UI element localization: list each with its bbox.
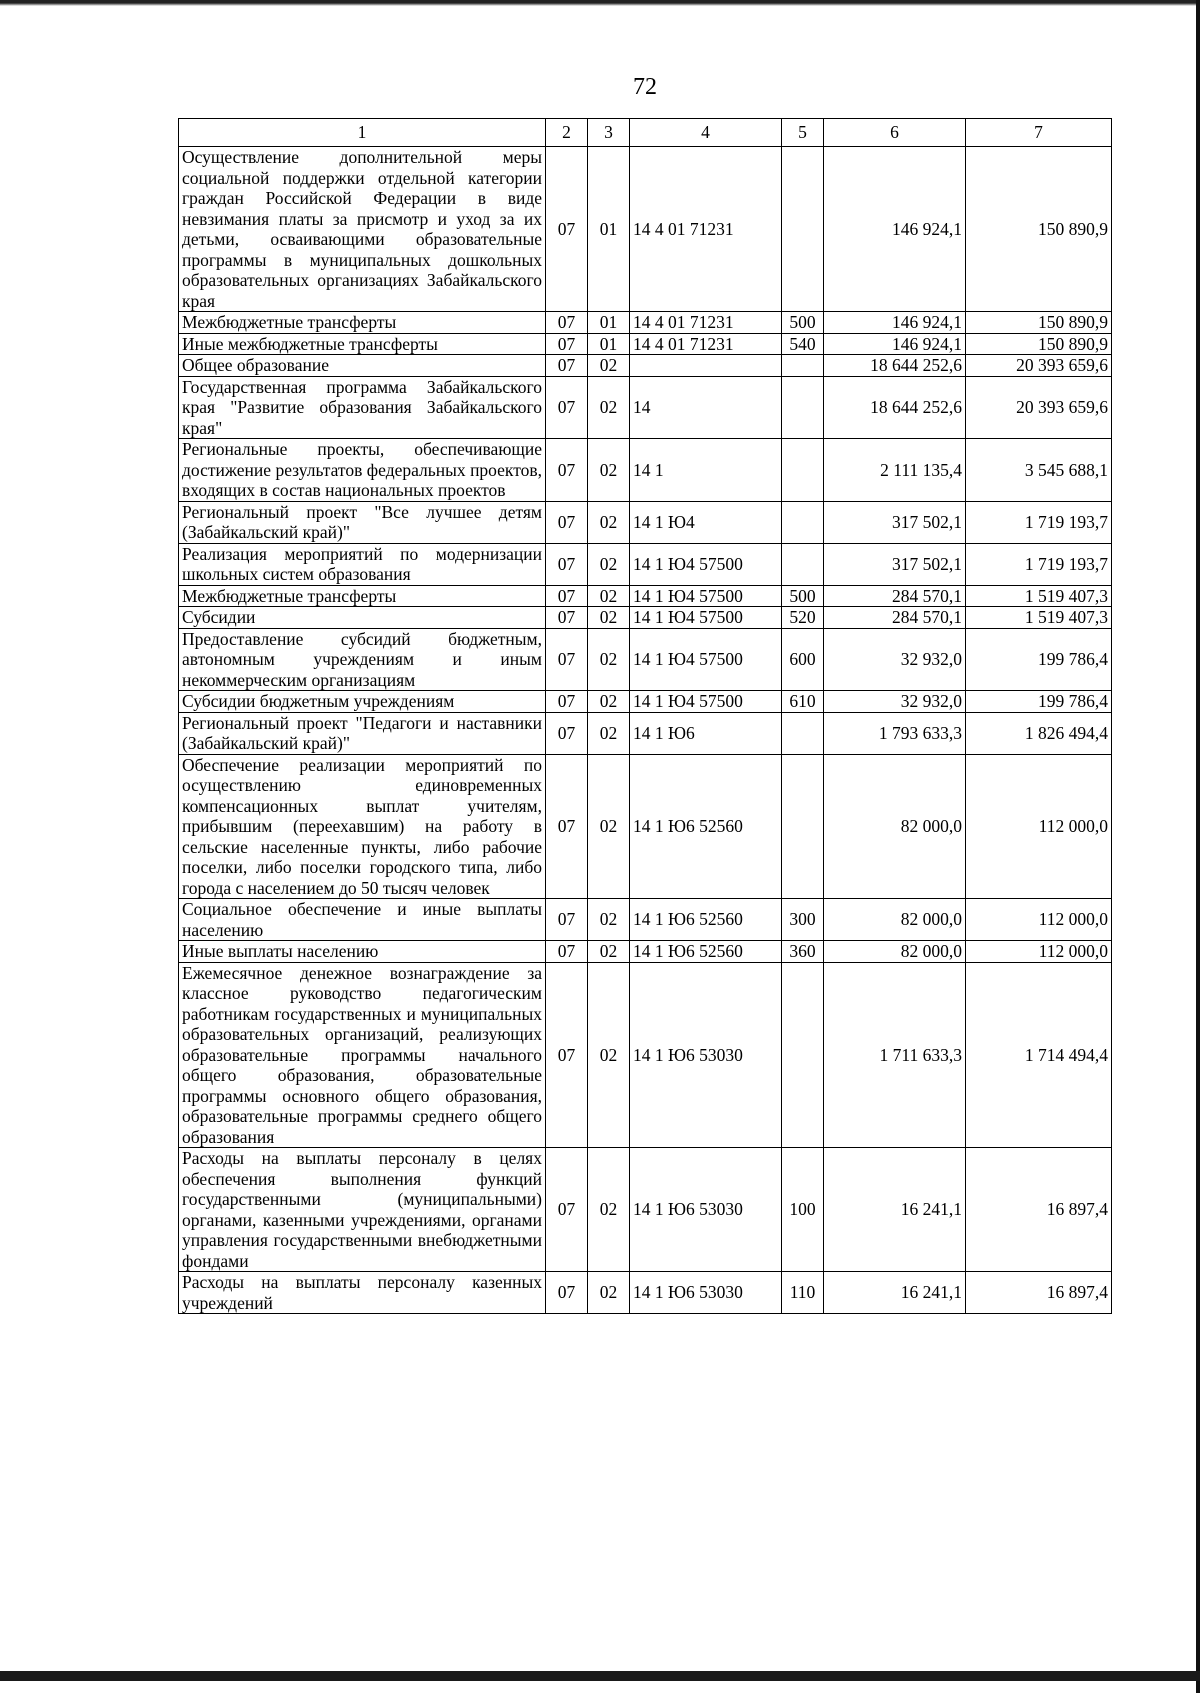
row-target-code: 14 1 Ю4 57500 [630,691,782,713]
row-sum-col7: 1 719 193,7 [966,501,1112,543]
table-row [179,941,1112,963]
row-subsection: 02 [588,1148,630,1272]
row-sum-col6: 32 932,0 [824,628,966,691]
row-sum-col7: 150 890,9 [966,147,1112,312]
row-target-code: 14 4 01 71231 [630,333,782,355]
row-section: 07 [546,941,588,963]
row-sum-col7: 199 786,4 [966,691,1112,713]
row-subsection: 02 [588,376,630,439]
row-expense-type: 110 [782,1272,824,1314]
row-expense-type: 100 [782,1148,824,1272]
table-row [179,628,1112,691]
row-section: 07 [546,333,588,355]
table-row [179,607,1112,629]
row-name: Предоставление субсидий бюджетным, автономным учреждениям и иным некоммерческим организациям [179,628,546,691]
row-target-code: 14 1 Ю4 57500 [630,607,782,629]
header-cell: 1 [179,119,546,147]
row-subsection: 02 [588,691,630,713]
table-row [179,147,1112,312]
scan-edge-right [1196,0,1200,1693]
row-expense-type [782,501,824,543]
row-subsection: 01 [588,147,630,312]
row-sum-col6: 82 000,0 [824,754,966,899]
header-cell: 3 [588,119,630,147]
row-sum-col6: 32 932,0 [824,691,966,713]
row-sum-col7: 1 519 407,3 [966,607,1112,629]
header-row [179,119,1112,147]
row-target-code [630,355,782,377]
row-section: 07 [546,628,588,691]
row-section: 07 [546,962,588,1148]
row-expense-type [782,543,824,585]
row-sum-col7: 1 719 193,7 [966,543,1112,585]
row-expense-type [782,376,824,439]
row-subsection: 02 [588,941,630,963]
row-sum-col6: 284 570,1 [824,607,966,629]
row-sum-col6: 1 793 633,3 [824,712,966,754]
table-row [179,501,1112,543]
scan-edge-top [0,0,1200,6]
row-section: 07 [546,501,588,543]
row-subsection: 02 [588,712,630,754]
row-sum-col7: 20 393 659,6 [966,355,1112,377]
row-subsection: 02 [588,501,630,543]
row-name: Региональные проекты, обеспечивающие достижение результатов федеральных проектов, входящих в состав национальных проектов [179,439,546,502]
table-row [179,439,1112,502]
row-name: Субсидии [179,607,546,629]
row-name: Общее образование [179,355,546,377]
table-row [179,312,1112,334]
row-subsection: 02 [588,355,630,377]
table-row [179,543,1112,585]
row-subsection: 02 [588,962,630,1148]
row-expense-type: 520 [782,607,824,629]
row-section: 07 [546,439,588,502]
row-sum-col7: 150 890,9 [966,312,1112,334]
row-expense-type [782,439,824,502]
row-target-code: 14 4 01 71231 [630,312,782,334]
row-sum-col7: 3 545 688,1 [966,439,1112,502]
row-section: 07 [546,607,588,629]
row-sum-col6: 317 502,1 [824,543,966,585]
table-row [179,1148,1112,1272]
row-section: 07 [546,543,588,585]
row-expense-type: 300 [782,899,824,941]
header-cell: 6 [824,119,966,147]
scan-edge-bottom [0,1671,1200,1681]
row-sum-col6: 146 924,1 [824,333,966,355]
row-subsection: 02 [588,543,630,585]
row-section: 07 [546,712,588,754]
row-subsection: 02 [588,439,630,502]
row-target-code: 14 1 Ю4 57500 [630,628,782,691]
row-target-code: 14 4 01 71231 [630,147,782,312]
header-cell: 7 [966,119,1112,147]
row-sum-col7: 112 000,0 [966,941,1112,963]
row-expense-type: 540 [782,333,824,355]
row-target-code: 14 1 Ю6 52560 [630,941,782,963]
row-target-code: 14 1 Ю6 53030 [630,962,782,1148]
row-expense-type [782,754,824,899]
row-subsection: 01 [588,312,630,334]
header-cell: 2 [546,119,588,147]
row-name: Расходы на выплаты персоналу казенных учреждений [179,1272,546,1314]
row-expense-type: 610 [782,691,824,713]
row-target-code: 14 1 Ю6 [630,712,782,754]
row-sum-col6: 16 241,1 [824,1272,966,1314]
row-section: 07 [546,899,588,941]
table-row [179,962,1112,1148]
row-subsection: 02 [588,754,630,899]
row-name: Иные межбюджетные трансферты [179,333,546,355]
row-sum-col6: 1 711 633,3 [824,962,966,1148]
row-sum-col6: 284 570,1 [824,585,966,607]
row-name: Региональный проект "Педагоги и наставники (Забайкальский край)" [179,712,546,754]
row-sum-col7: 199 786,4 [966,628,1112,691]
table-row [179,899,1112,941]
row-target-code: 14 1 Ю6 52560 [630,754,782,899]
row-sum-col7: 1 714 494,4 [966,962,1112,1148]
row-expense-type: 600 [782,628,824,691]
row-target-code: 14 1 Ю4 57500 [630,585,782,607]
row-sum-col7: 20 393 659,6 [966,376,1112,439]
table-row [179,691,1112,713]
row-section: 07 [546,691,588,713]
row-name: Обеспечение реализации мероприятий по осуществлению единовременных компенсационных выплат учителям, прибывшим (переехавшим) на работу в сельские населенные пункты, либо рабочие поселки, либо поселки городского типа, либо города с населением до 50 тысяч человек [179,754,546,899]
row-sum-col7: 16 897,4 [966,1272,1112,1314]
row-subsection: 02 [588,607,630,629]
row-target-code: 14 1 Ю4 57500 [630,543,782,585]
row-expense-type [782,147,824,312]
header-cell: 5 [782,119,824,147]
row-name: Межбюджетные трансферты [179,585,546,607]
row-sum-col6: 18 644 252,6 [824,376,966,439]
row-expense-type: 500 [782,585,824,607]
row-name: Ежемесячное денежное вознаграждение за классное руководство педагогическим работникам государственных и муниципальных образовательных организаций, реализующих образовательные программы начального общего образования, образовательные программы основного общего образования, образовательные программы среднего общего образования [179,962,546,1148]
table-row [179,585,1112,607]
row-sum-col6: 82 000,0 [824,941,966,963]
row-target-code: 14 [630,376,782,439]
table-row [179,712,1112,754]
row-name: Государственная программа Забайкальского края "Развитие образования Забайкальского края" [179,376,546,439]
row-target-code: 14 1 [630,439,782,502]
table-row [179,754,1112,899]
row-sum-col6: 16 241,1 [824,1148,966,1272]
row-name: Иные выплаты населению [179,941,546,963]
row-target-code: 14 1 Ю6 53030 [630,1148,782,1272]
row-sum-col6: 317 502,1 [824,501,966,543]
row-name: Расходы на выплаты персоналу в целях обеспечения выполнения функций государственными (муниципальными) органами, казенными учреждениями, органами управления государственными внебюджетными фондами [179,1148,546,1272]
row-target-code: 14 1 Ю6 53030 [630,1272,782,1314]
row-sum-col7: 112 000,0 [966,754,1112,899]
table-row [179,376,1112,439]
row-sum-col7: 112 000,0 [966,899,1112,941]
row-subsection: 02 [588,585,630,607]
row-subsection: 02 [588,1272,630,1314]
row-expense-type [782,712,824,754]
row-sum-col6: 82 000,0 [824,899,966,941]
row-name: Социальное обеспечение и иные выплаты населению [179,899,546,941]
row-name: Осуществление дополнительной меры социальной поддержки отдельной категории граждан Российской Федерации в виде невзимания платы за присмотр и уход за их детьми, осваивающими образовательные программы в муниципальных дошкольных образовательных организациях Забайкальского края [179,147,546,312]
row-section: 07 [546,376,588,439]
row-expense-type: 500 [782,312,824,334]
row-target-code: 14 1 Ю4 [630,501,782,543]
row-name: Субсидии бюджетным учреждениям [179,691,546,713]
row-sum-col7: 16 897,4 [966,1148,1112,1272]
table-row [179,1272,1112,1314]
row-section: 07 [546,585,588,607]
page-number: 72 [633,74,657,100]
row-sum-col6: 146 924,1 [824,312,966,334]
row-sum-col7: 1 519 407,3 [966,585,1112,607]
row-sum-col7: 150 890,9 [966,333,1112,355]
row-section: 07 [546,1272,588,1314]
row-name: Межбюджетные трансферты [179,312,546,334]
row-name: Региональный проект "Все лучшее детям (Забайкальский край)" [179,501,546,543]
row-section: 07 [546,312,588,334]
row-subsection: 01 [588,333,630,355]
header-cell: 4 [630,119,782,147]
row-name: Реализация мероприятий по модернизации школьных систем образования [179,543,546,585]
row-sum-col6: 2 111 135,4 [824,439,966,502]
row-expense-type: 360 [782,941,824,963]
row-expense-type [782,355,824,377]
row-expense-type [782,962,824,1148]
row-subsection: 02 [588,899,630,941]
row-target-code: 14 1 Ю6 52560 [630,899,782,941]
budget-table [178,118,1112,1314]
row-sum-col6: 18 644 252,6 [824,355,966,377]
table-row [179,355,1112,377]
row-section: 07 [546,147,588,312]
row-subsection: 02 [588,628,630,691]
row-sum-col7: 1 826 494,4 [966,712,1112,754]
row-section: 07 [546,1148,588,1272]
row-section: 07 [546,754,588,899]
row-section: 07 [546,355,588,377]
table-row [179,333,1112,355]
row-sum-col6: 146 924,1 [824,147,966,312]
